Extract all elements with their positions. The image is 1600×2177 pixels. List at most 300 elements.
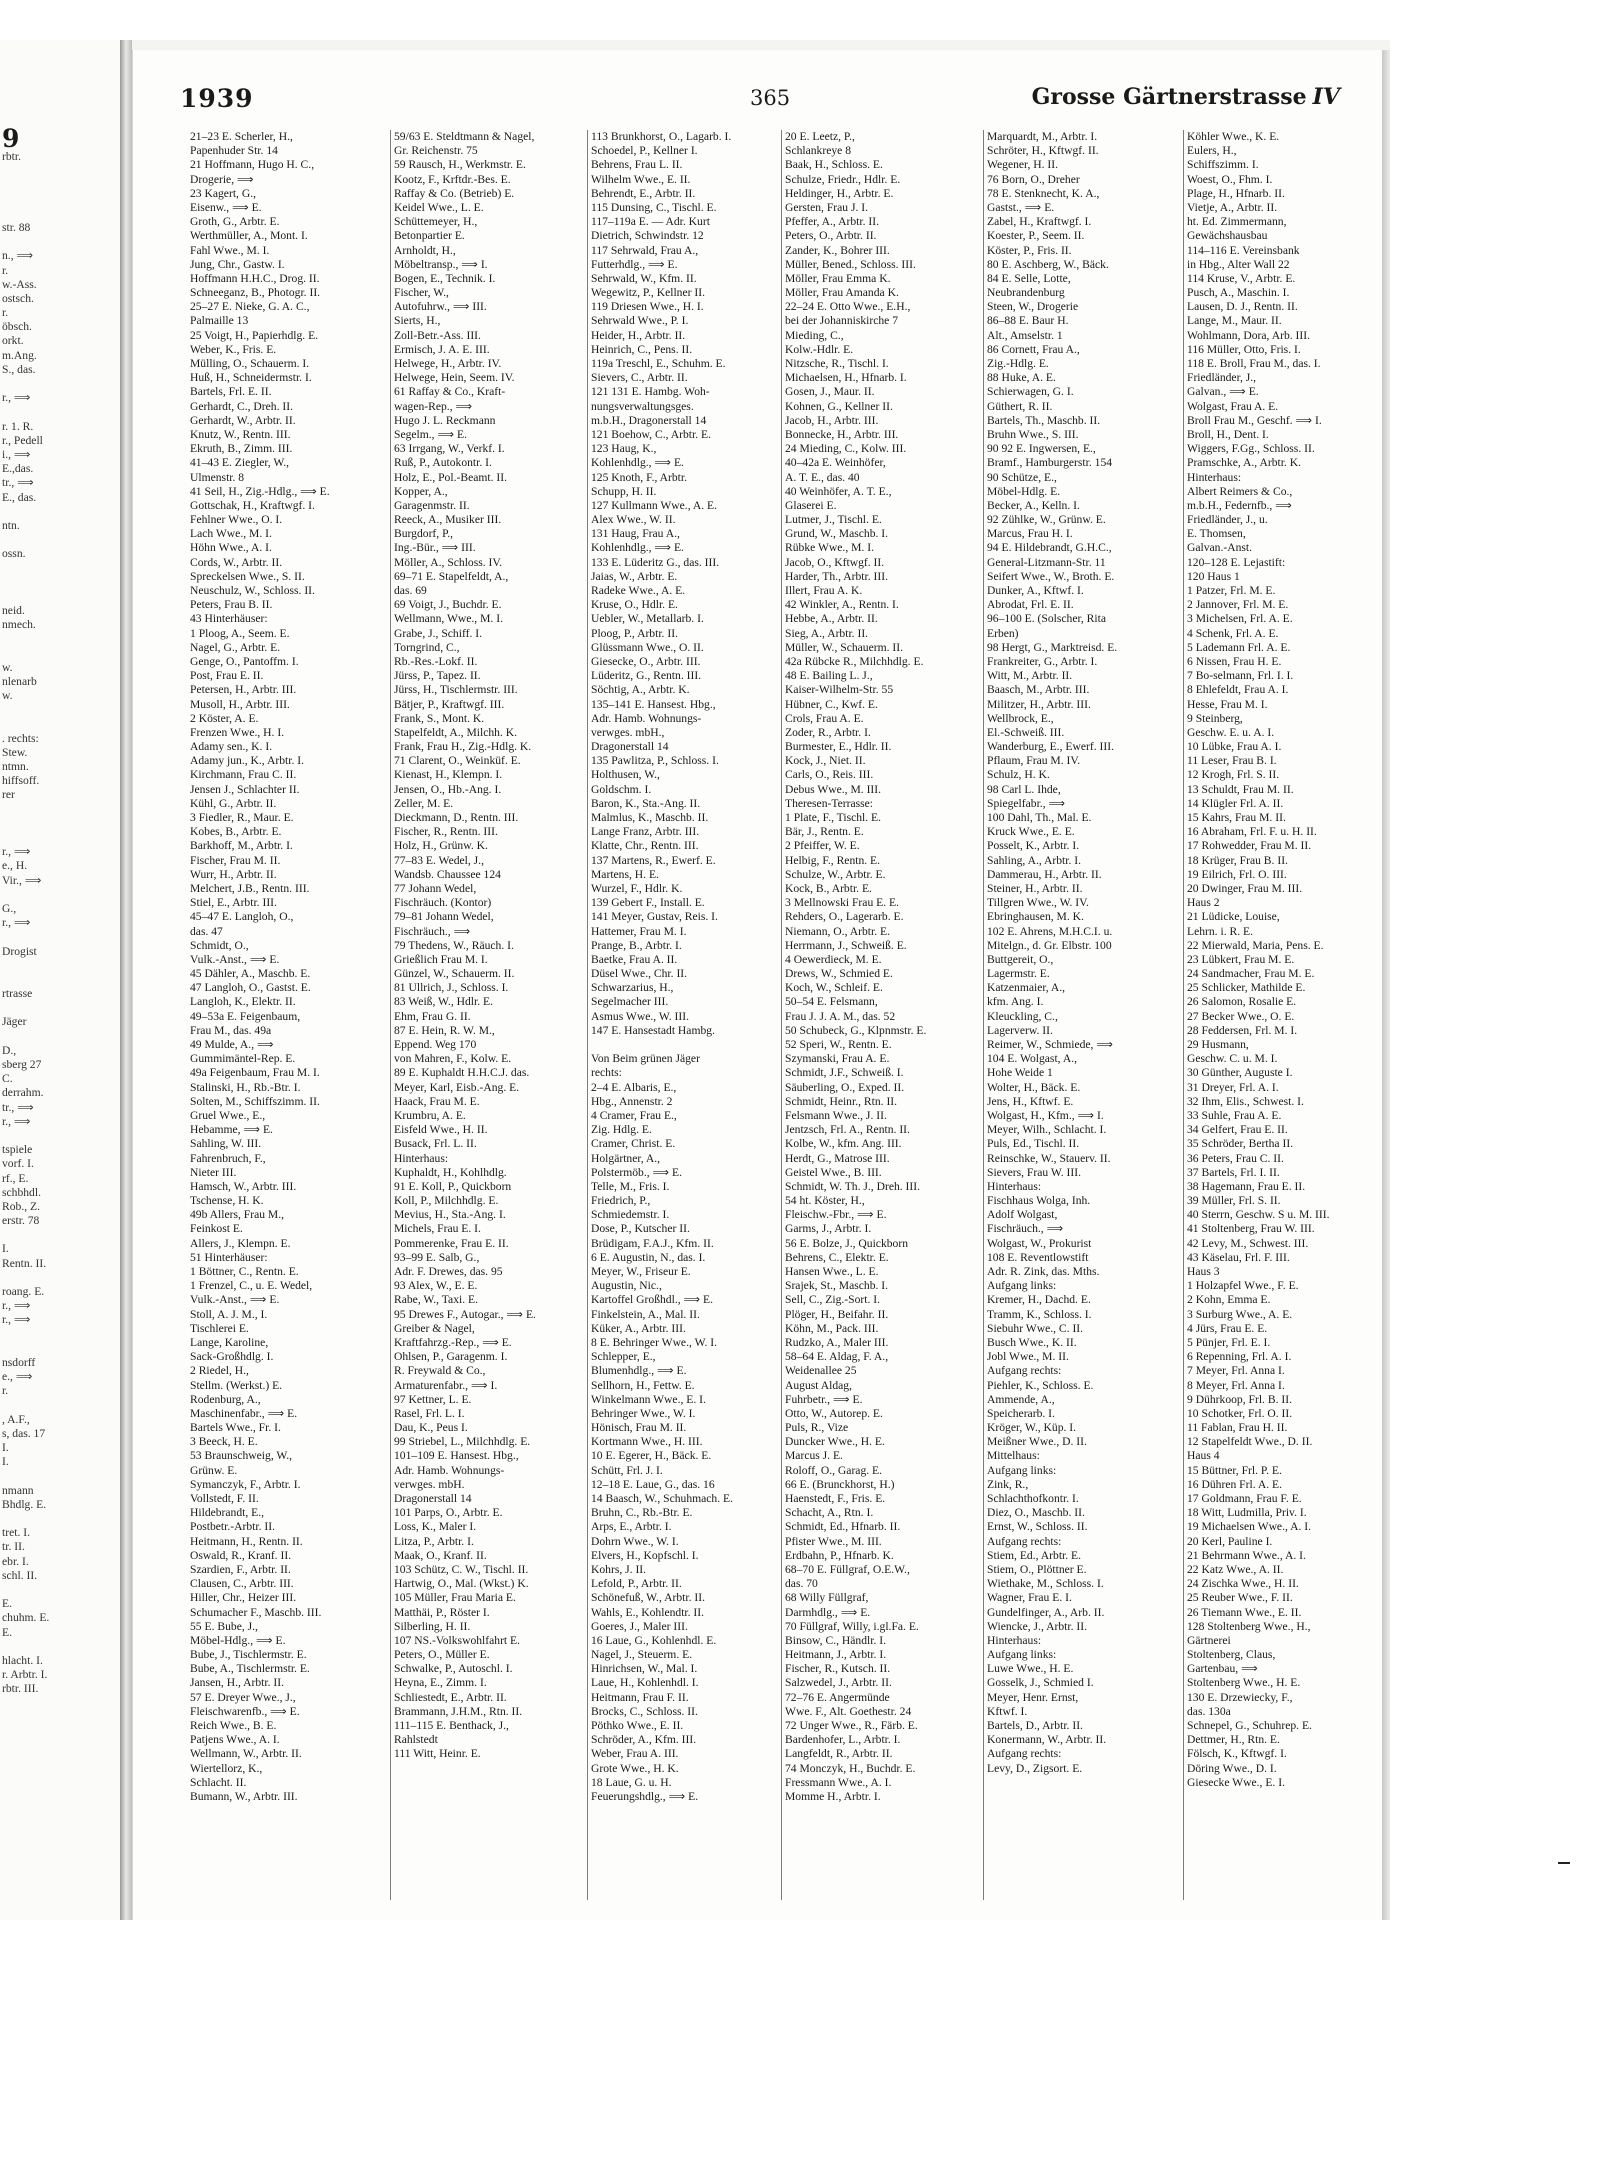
directory-entry: Clausen, C., Arbtr. III.: [190, 1577, 294, 1591]
directory-entry: Aufgang links:: [987, 1279, 1057, 1293]
directory-entry: Kohlenhdlg., ⟹ E.: [591, 541, 684, 555]
directory-entry: Darmhdlg., ⟹ E.: [785, 1605, 871, 1619]
directory-entry: 72–76 E. Angermünde: [785, 1690, 890, 1704]
directory-entry: Bartels Wwe., Fr. I.: [190, 1421, 281, 1435]
directory-entry: Bardenhofer, L., Arbtr. I.: [785, 1733, 901, 1747]
directory-entry: Binsow, C., Händlr. I.: [785, 1633, 887, 1647]
left-page-fragment: [2, 576, 112, 590]
directory-entry: Segelmacher III.: [591, 995, 669, 1009]
left-page-fragment: I.: [2, 1242, 9, 1256]
directory-entry: Geistel Wwe., B. III.: [785, 1165, 882, 1179]
directory-entry: Wagner, Frau E. I.: [987, 1591, 1072, 1605]
left-page-fragment: [2, 959, 112, 973]
directory-entry: Köhn, M., Pack. III.: [785, 1321, 879, 1335]
directory-entry: Arps, E., Arbtr. I.: [591, 1520, 672, 1534]
directory-entry: Heitmann, Frau F. II.: [591, 1690, 689, 1704]
directory-entry: Puls, Ed., Tischl. II.: [987, 1137, 1080, 1151]
directory-entry: Allers, J., Klempn. E.: [190, 1236, 291, 1250]
directory-entry: Marcus, Frau H. I.: [987, 527, 1073, 541]
directory-entry: Kröger, W., Küp. I.: [987, 1421, 1077, 1435]
directory-entry: Kock, J., Niet. II.: [785, 754, 866, 768]
directory-entry: Dunker, A., Kftwf. I.: [987, 584, 1084, 597]
left-page-fragment: r., ⟹: [2, 1114, 31, 1128]
directory-entry: 101 Parps, O., Arbtr. E.: [394, 1506, 503, 1520]
directory-entry: Bartels, D., Arbtr. II.: [987, 1719, 1083, 1732]
directory-entry: Wurr, H., Arbtr. II.: [190, 867, 277, 881]
directory-entry: Srajek, St., Maschb. I.: [785, 1279, 889, 1293]
directory-entry: 21 Behrmann Wwe., A. I.: [1187, 1548, 1306, 1562]
left-page-fragment: rtrasse: [2, 987, 33, 1001]
directory-entry: Hinterhaus:: [394, 1151, 449, 1165]
directory-entry: Peters, O., Müller E.: [394, 1648, 490, 1662]
directory-entry: Haus 2: [1187, 896, 1220, 910]
directory-entry: Wolter, H., Bäck. E.: [987, 1080, 1081, 1094]
directory-entry: Fischräuch. (Kontor): [394, 896, 492, 910]
directory-entry: Lach Wwe., M. I.: [190, 527, 272, 541]
directory-entry: Schoedel, P., Kellner I.: [591, 144, 698, 158]
directory-entry: Möller, A., Schloss. IV.: [394, 555, 503, 569]
directory-entry: 71 Clarent, O., Weinküf. E.: [394, 754, 521, 768]
directory-entry: Schneeganz, B., Photogr. II.: [190, 286, 321, 300]
directory-entry: Schumacher F., Maschb. III.: [190, 1605, 322, 1619]
directory-entry: 50–54 E. Felsmann,: [785, 995, 878, 1009]
directory-entry: 19 Eilrich, Frl. O. III.: [1187, 867, 1287, 881]
directory-column-6: [1183, 130, 1377, 1900]
directory-entry: August Aldag,: [785, 1378, 852, 1392]
directory-entry: Zabel, H., Kraftwgf. I.: [987, 215, 1092, 229]
left-page-fragment: sberg 27: [2, 1058, 42, 1071]
directory-entry: Lehrn. i. R. E.: [1187, 924, 1254, 938]
directory-entry: Fischer, W.,: [394, 286, 449, 300]
directory-entry: Melchert, J.B., Rentn. III.: [190, 881, 310, 895]
directory-entry: Gerhardt, W., Arbtr. II.: [190, 413, 296, 427]
directory-entry: 42a Rübcke R., Milchhdlg. E.: [785, 654, 924, 668]
directory-entry: Palmaille 13: [190, 314, 249, 328]
left-page-fragment: nlenarb: [2, 674, 37, 688]
directory-entry: Schierwagen, G. I.: [987, 385, 1074, 399]
directory-entry: Kirchmann, Frau C. II.: [190, 768, 297, 782]
directory-entry: Silberling, H. II.: [394, 1619, 471, 1633]
directory-entry: Geschw. C. u. M. I.: [1187, 1052, 1278, 1066]
directory-entry: Dieckmann, D., Rentn. III.: [394, 811, 519, 824]
directory-entry: Papenhuder Str. 14: [190, 144, 278, 158]
left-page-fragment: tr., ⟹: [2, 476, 34, 490]
directory-entry: 37 Bartels, Frl. I. II.: [1187, 1165, 1280, 1179]
directory-entry: Nieter III.: [190, 1165, 237, 1179]
directory-entry: Aufgang rechts:: [987, 1364, 1062, 1378]
directory-entry: Burgdorf, P.,: [394, 527, 454, 541]
directory-entry: 97 Kettner, L. E.: [394, 1392, 472, 1406]
directory-entry: Schmidt, O.,: [190, 938, 249, 952]
directory-entry: 72 Unger Wwe., R., Färb. E.: [785, 1719, 918, 1732]
directory-entry: ht. Ed. Zimmermann,: [1187, 215, 1287, 229]
directory-entry: 18 Witt, Ludmilla, Priv. I.: [1187, 1506, 1307, 1520]
directory-entry: 117–119a E. — Adr. Kurt: [591, 215, 710, 229]
directory-entry: Rasel, Frl. L. I.: [394, 1406, 465, 1420]
directory-entry: Gastst., ⟹ E.: [987, 200, 1055, 214]
directory-entry: Fahrenbruch, F.,: [190, 1151, 266, 1165]
left-page-fragment: r., ⟹: [2, 1313, 31, 1327]
directory-entry: 25 Voigt, H., Papierhdlg. E.: [190, 328, 319, 342]
directory-entry: 68–70 E. Füllgraf, O.E.W.,: [785, 1562, 910, 1576]
directory-entry: Cords, W., Arbtr. II.: [190, 555, 283, 569]
directory-entry: Geschw. E. u. A. I.: [1187, 725, 1275, 739]
directory-entry: Schiffszimm. I.: [1187, 158, 1259, 172]
directory-entry: Zeller, M. E.: [394, 796, 454, 810]
directory-entry: Meyer, Karl, Eisb.-Ang. E.: [394, 1080, 520, 1094]
directory-entry: 53 Braunschweig, W.,: [190, 1449, 293, 1463]
directory-entry: Grund, W., Maschb. I.: [785, 527, 889, 541]
directory-entry: 42 Levy, M., Schwest. III.: [1187, 1236, 1309, 1250]
directory-entry: Möller, Frau Amanda K.: [785, 286, 899, 300]
directory-entry: Möbel-Hdlg., ⟹ E.: [190, 1633, 286, 1647]
directory-entry: 33 Suhle, Frau A. E.: [1187, 1108, 1282, 1122]
directory-entry: Hübner, C., Kwf. E.: [785, 697, 878, 711]
directory-entry: Kruck Wwe., E. E.: [987, 825, 1075, 839]
directory-entry: Jensen, O., Hb.-Ang. I.: [394, 782, 502, 796]
directory-entry: Witt, M., Arbtr. II.: [987, 669, 1073, 683]
directory-entry: Fischräuch., ⟹: [394, 924, 471, 938]
directory-entry: Eulers, H.,: [1187, 144, 1237, 158]
directory-entry: Glüssmann Wwe., O. II.: [591, 640, 704, 654]
directory-entry: Mieding, C.,: [785, 328, 844, 342]
directory-entry: Dragonerstall 14: [394, 1492, 472, 1505]
left-page-fragment: hlacht. I.: [2, 1653, 43, 1667]
directory-entry: 8 Meyer, Frl. Anna I.: [1187, 1378, 1285, 1392]
directory-entry: Von Beim grünen Jäger: [591, 1052, 700, 1066]
directory-entry: Ing.-Bür., ⟹ III.: [394, 541, 476, 555]
directory-entry: 10 E. Egerer, H., Bäck. E.: [591, 1449, 712, 1463]
directory-entry: Pfeffer, A., Arbtr. II.: [785, 215, 879, 229]
directory-entry: Fischer, R., Kutsch. II.: [785, 1662, 891, 1676]
directory-entry: Pfister Wwe., M. III.: [785, 1534, 882, 1548]
directory-entry: 5 Pünjer, Frl. E. I.: [1187, 1335, 1271, 1349]
directory-entry: Konermann, W., Arbtr. II.: [987, 1733, 1107, 1747]
directory-entry: Hinrichsen, W., Mal. I.: [591, 1662, 698, 1676]
directory-entry: Gersten, Frau J. I.: [785, 200, 869, 214]
directory-entry: 133 E. Lüderitz G., das. III.: [591, 555, 720, 569]
directory-entry: Adr. Hamb. Wohnungs-: [591, 711, 702, 725]
directory-entry: Schlankreye 8: [785, 144, 851, 158]
directory-entry: nungsverwaltungsges.: [591, 399, 694, 413]
directory-entry: Lagerverw. II.: [987, 1023, 1053, 1037]
directory-entry: Cramer, Christ. E.: [591, 1137, 676, 1151]
left-page-fragment: [2, 703, 112, 717]
directory-entry: Kienast, H., Klempn. I.: [394, 768, 503, 782]
directory-entry: Wilhelm Wwe., E. II.: [591, 172, 691, 186]
left-page-fragment: [2, 831, 112, 845]
directory-entry: Dietrich, Schwindstr. 12: [591, 229, 704, 243]
directory-entry: Adr. Hamb. Wohnungs-: [394, 1463, 505, 1477]
directory-entry: Kootz, F., Krftdr.-Bes. E.: [394, 172, 511, 186]
directory-entry: Haus 4: [1187, 1449, 1220, 1463]
directory-entry: 4 Oewerdieck, M. E.: [785, 952, 882, 966]
left-page-fragment: tr., ⟹: [2, 1100, 34, 1114]
directory-entry: 15 Büttner, Frl. P. E.: [1187, 1463, 1282, 1477]
directory-entry: Niemann, O., Arbtr. E.: [785, 924, 890, 938]
left-page-fragment: [2, 1640, 112, 1654]
directory-entry: Neubrandenburg: [987, 286, 1065, 300]
directory-entry: 30 Günther, Auguste I.: [1187, 1066, 1293, 1080]
directory-entry: 98 Hergt, G., Marktreisd. E.: [987, 640, 1118, 654]
left-page-fragment: r.: [2, 263, 9, 277]
directory-entry: Söchtig, A., Arbtr. K.: [591, 683, 690, 697]
directory-entry: Mittelhaus:: [987, 1449, 1040, 1463]
directory-entry: Herrmann, J., Schweiß. E.: [785, 938, 907, 952]
directory-entry: El.-Schweiß. III.: [987, 725, 1065, 739]
directory-entry: Wanderburg, E., Ewerf. III.: [987, 740, 1114, 754]
left-page-fragment: r., ⟹: [2, 916, 31, 930]
directory-entry: 4 Cramer, Frau E.,: [591, 1108, 677, 1122]
directory-entry: Krumbru, A. E.: [394, 1108, 466, 1122]
directory-entry: Müller, Bened., Schloss. III.: [785, 257, 916, 271]
directory-entry: Vietje, A., Arbtr. II.: [1187, 200, 1278, 214]
directory-entry: 16 Laue, G., Kohlenhdl. E.: [591, 1633, 717, 1647]
left-page-fragment: ntmn.: [2, 760, 29, 774]
directory-entry: Rahlstedt: [394, 1733, 438, 1747]
directory-entry: Roloff, O., Garag. E.: [785, 1463, 883, 1477]
directory-entry: Greiber & Nagel,: [394, 1321, 475, 1335]
directory-entry: Galvan.-Anst.: [1187, 541, 1253, 555]
directory-entry: Hebamme, ⟹ E.: [190, 1123, 273, 1137]
directory-entry: Jürss, P., Tapez. II.: [394, 669, 481, 683]
left-page-fragment: [2, 973, 112, 987]
page-edge-shadow: [1382, 50, 1390, 1920]
directory-entry: Aufgang links:: [987, 1463, 1057, 1477]
left-page-fragment: . rechts:: [2, 731, 39, 745]
directory-entry: Schröder, A., Kfm. III.: [591, 1733, 697, 1747]
directory-entry: Haenstedt, F., Fris. E.: [785, 1492, 886, 1505]
directory-entry: Sieg, A., Arbtr. II.: [785, 626, 869, 640]
directory-entry: Bruhn, C., Rb.-Btr. E.: [591, 1506, 693, 1520]
directory-entry: Frank, Frau H., Zig.-Hdlg. K.: [394, 740, 532, 754]
directory-entry: Schwalke, P., Autoschl. I.: [394, 1662, 513, 1676]
left-page-fragment: Rob., Z.: [2, 1199, 41, 1213]
directory-entry: das. 130a: [1187, 1704, 1231, 1718]
directory-entry: 28 Feddersen, Frl. M. I.: [1187, 1023, 1298, 1037]
directory-entry: 2 Köster, A. E.: [190, 711, 259, 725]
directory-entry: Heldinger, H., Arbtr. E.: [785, 186, 894, 200]
directory-entry: 3 Surburg Wwe., A. E.: [1187, 1307, 1293, 1321]
directory-entry: Kobes, B., Arbtr. E.: [190, 825, 282, 839]
directory-entry: Fleischw.-Fbr., ⟹ E.: [785, 1208, 887, 1222]
directory-entry: 120 Haus 1: [1187, 569, 1240, 583]
directory-entry: Rübke Wwe., M. I.: [785, 541, 874, 555]
directory-entry: Meyer, Wilh., Schlacht. I.: [987, 1123, 1107, 1137]
directory-entry: 99 Striebel, L., Milchhdlg. E.: [394, 1435, 531, 1449]
directory-entry: 1 Patzer, Frl. M. E.: [1187, 584, 1276, 597]
directory-entry: Baasch, M., Arbtr. III.: [987, 683, 1090, 697]
directory-entry: Hebbe, A., Arbtr. II.: [785, 612, 878, 626]
left-page-fragment: ebr. I.: [2, 1554, 29, 1568]
directory-entry: Adamy sen., K. I.: [190, 740, 273, 754]
directory-entry: Fleischwarenfb., ⟹ E.: [190, 1704, 300, 1718]
left-page-fragment: Stew.: [2, 745, 28, 759]
directory-entry: 4 Jürs, Frau E. E.: [1187, 1321, 1268, 1335]
directory-entry: 111–115 E. Benthack, J.,: [394, 1719, 509, 1732]
directory-entry: Szymanski, Frau A. E.: [785, 1052, 890, 1066]
directory-entry: Koester, P., Seem. II.: [987, 229, 1085, 243]
directory-entry: Finkelstein, A., Mal. II.: [591, 1307, 700, 1321]
directory-entry: [591, 1038, 781, 1052]
directory-entry: 45–47 E. Langloh, O.,: [190, 910, 294, 924]
left-page-fragment: [2, 207, 112, 221]
left-page-fragment: G.,: [2, 901, 17, 915]
directory-entry: Loss, K., Maler I.: [394, 1520, 477, 1534]
directory-entry: 9 Dührkoop, Frl. B. II.: [1187, 1392, 1292, 1406]
directory-entry: verwges. mbH.,: [591, 725, 665, 739]
directory-entry: von Mahren, F., Kolw. E.: [394, 1052, 512, 1066]
directory-entry: Michels, Frau E. I.: [394, 1222, 481, 1236]
directory-entry: Tramm, K., Schloss. I.: [987, 1307, 1092, 1321]
left-page-fragment: r., Pedell: [2, 433, 43, 447]
directory-entry: Schliestedt, E., Arbtr. II.: [394, 1690, 507, 1704]
left-page-fragment: [2, 590, 112, 604]
left-page-fragment: ossn.: [2, 547, 26, 561]
directory-entry: 125 Knoth, F., Arbtr.: [591, 470, 688, 484]
directory-entry: 1 Frenzel, C., u. E. Wedel,: [190, 1279, 313, 1293]
directory-entry: Ploog, P., Arbtr. II.: [591, 626, 678, 640]
directory-entry: 90 Schütze, E.,: [987, 470, 1057, 484]
left-page-head: 9: [2, 124, 20, 153]
left-page-fragment: [2, 533, 112, 547]
directory-entry: Keidel Wwe., L. E.: [394, 200, 484, 214]
directory-entry: Weber, Frau A. III.: [591, 1747, 679, 1761]
left-page-fragment: rer: [2, 788, 15, 802]
directory-entry: Stoll, A. J. M., I.: [190, 1307, 268, 1321]
directory-entry: Knutz, W., Rentn. III.: [190, 427, 291, 441]
directory-entry: Betonpartier E.: [394, 229, 465, 243]
directory-entry: 7 Bo-selmann, Frl. I. I.: [1187, 669, 1294, 683]
directory-entry: 111 Witt, Heinr. E.: [394, 1747, 481, 1761]
left-page-fragment: Rentn. II.: [2, 1256, 47, 1270]
directory-entry: Zink, R.,: [987, 1477, 1029, 1491]
directory-entry: Rabe, W., Taxi. E.: [394, 1293, 478, 1307]
directory-entry: Ehm, Frau G. II.: [394, 1009, 471, 1023]
directory-entry: 4 Schenk, Frl. A. E.: [1187, 626, 1279, 640]
directory-entry: Debus Wwe., M. III.: [785, 782, 882, 796]
directory-entry: Brüdigam, F.A.J., Kfm. II.: [591, 1236, 714, 1250]
directory-entry: Fischer, Frau M. II.: [190, 853, 281, 867]
directory-entry: 51 Hinterhäuser:: [190, 1250, 268, 1264]
directory-entry: Möller, Frau Emma K.: [785, 271, 891, 285]
directory-entry: Nagel, J., Steuerm. E.: [591, 1648, 693, 1662]
directory-entry: Momme H., Arbtr. I.: [785, 1789, 881, 1803]
directory-entry: 139 Gebert F., Install. E.: [591, 896, 705, 910]
directory-entry: Hohe Weide 1: [987, 1066, 1053, 1080]
directory-entry: Schulze, Friedr., Hdlr. E.: [785, 172, 901, 186]
directory-entry: Gummimäntel-Rep. E.: [190, 1052, 296, 1066]
directory-entry: 20 Dwinger, Frau M. III.: [1187, 881, 1303, 895]
directory-entry: Levy, D., Zigsort. E.: [987, 1761, 1083, 1775]
left-page-fragment: w.: [2, 689, 13, 703]
left-page-fragment: str. 88: [2, 220, 31, 234]
directory-entry: Augustin, Nic.,: [591, 1279, 662, 1293]
directory-entry: 89 E. Kuphaldt H.H.C.J. das.: [394, 1066, 530, 1080]
directory-entry: das. 70: [785, 1577, 818, 1591]
directory-entry: 102 E. Ahrens, M.H.C.I. u.: [987, 924, 1113, 938]
directory-entry: 6 Repenning, Frl. A. I.: [1187, 1350, 1292, 1364]
directory-entry: Hugo J. L. Reckmann: [394, 413, 496, 427]
directory-entry: Albert Reimers & Co.,: [1187, 484, 1293, 498]
directory-entry: Holz, H., Grünw. K.: [394, 839, 488, 853]
directory-entry: Mevius, H., Sta.-Ang. I.: [394, 1208, 506, 1222]
directory-entry: Buttgereit, O.,: [987, 952, 1054, 966]
directory-entry: Kremer, H., Dachd. E.: [987, 1293, 1091, 1307]
directory-entry: Helbig, F., Rentn. E.: [785, 853, 881, 867]
directory-entry: Jürss, H., Tischlermstr. III.: [394, 683, 518, 697]
directory-entry: Reeck, A., Musiker III.: [394, 513, 502, 527]
directory-entry: Erben): [987, 626, 1019, 640]
directory-entry: Nagel, G., Arbtr. E.: [190, 640, 281, 654]
directory-entry: 100 Dahl, Th., Mal. E.: [987, 811, 1092, 824]
directory-entry: Wellmann, W., Arbtr. II.: [190, 1747, 302, 1761]
left-page-fragment: rbtr. III.: [2, 1682, 39, 1696]
directory-entry: Rehders, O., Lagerarb. E.: [785, 910, 904, 924]
directory-entry: Lefold, P., Arbtr. II.: [591, 1577, 682, 1591]
directory-entry: 135 Pawlitza, P., Schloss. I.: [591, 754, 719, 768]
directory-entry: Bär, J., Rentn. E.: [785, 825, 864, 839]
directory-entry: 119 Driesen Wwe., H. I.: [591, 300, 704, 314]
directory-entry: Burmester, E., Hdlr. II.: [785, 740, 892, 754]
left-page-fragment: [2, 803, 112, 817]
directory-entry: 1 Böttner, C., Rentn. E.: [190, 1265, 299, 1278]
directory-entry: 10 Schotker, Frl. O. II.: [1187, 1406, 1293, 1420]
directory-entry: Martens, H. E.: [591, 867, 659, 881]
directory-entry: Malmlus, K., Maschb. II.: [591, 811, 709, 824]
directory-entry: 79 Thedens, W., Räuch. I.: [394, 938, 514, 952]
scan-bottom-margin: [0, 1920, 1600, 2177]
directory-entry: 69–71 E. Stapelfeldt, A.,: [394, 569, 509, 583]
directory-entry: A. T. E., das. 40: [785, 470, 860, 484]
directory-entry: Broll Frau M., Geschf. ⟹ I.: [1187, 413, 1322, 427]
directory-entry: Schröter, H., Kftwgf. II.: [987, 144, 1099, 158]
directory-entry: 43 Hinterhäuser:: [190, 612, 268, 626]
directory-entry: 113 Brunkhorst, O., Lagarb. I.: [591, 130, 732, 143]
directory-entry: Post, Frau E. II.: [190, 669, 264, 683]
left-page-fragment: [2, 930, 112, 944]
directory-entry: Zig. Hdlg. E.: [591, 1123, 652, 1137]
directory-entry: Heider, H., Arbtr. II.: [591, 328, 686, 342]
directory-entry: Marquardt, M., Arbtr. I.: [987, 130, 1098, 143]
directory-entry: Behringer Wwe., W. I.: [591, 1406, 696, 1420]
directory-entry: Ebringhausen, M. K.: [987, 910, 1084, 924]
directory-entry: Kühl, G., Arbtr. II.: [190, 796, 277, 810]
directory-entry: Hattemer, Frau M. I.: [591, 924, 687, 938]
directory-entry: Schulz, H. K.: [987, 768, 1050, 782]
left-page-fragment: E.: [2, 1597, 12, 1611]
left-page-fragment: [2, 164, 112, 178]
directory-entry: 41 Stoltenberg, Frau W. III.: [1187, 1222, 1315, 1236]
directory-entry: Gruel Wwe., E.,: [190, 1108, 266, 1122]
directory-entry: 80 E. Aschberg, W., Bäck.: [987, 257, 1109, 271]
left-page-fragment: S., das.: [2, 362, 36, 376]
directory-entry: Schmidt, W. Th. J., Dreh. III.: [785, 1179, 921, 1193]
directory-entry: Nitzsche, R., Tischl. I.: [785, 357, 889, 370]
directory-entry: Wolgast, W., Prokurist: [987, 1236, 1092, 1250]
directory-entry: Speicherarb. I.: [987, 1406, 1055, 1420]
directory-entry: 107 NS.-Volkswohlfahrt E.: [394, 1633, 521, 1647]
directory-entry: Weber, K., Fris. E.: [190, 342, 277, 356]
directory-entry: 135–141 E. Hansest. Hbg.,: [591, 697, 716, 711]
directory-entry: Langloh, K., Elektr. II.: [190, 995, 296, 1009]
directory-entry: verwges. mbH.: [394, 1477, 465, 1491]
directory-entry: Wolgast, Frau A. E.: [1187, 399, 1279, 413]
directory-entry: Crols, Frau A. E.: [785, 711, 864, 725]
directory-entry: 93–99 E. Salb, G.,: [394, 1250, 480, 1264]
left-page-fragment: [2, 1399, 112, 1413]
directory-entry: Pramschke, A., Arbtr. K.: [1187, 456, 1301, 470]
